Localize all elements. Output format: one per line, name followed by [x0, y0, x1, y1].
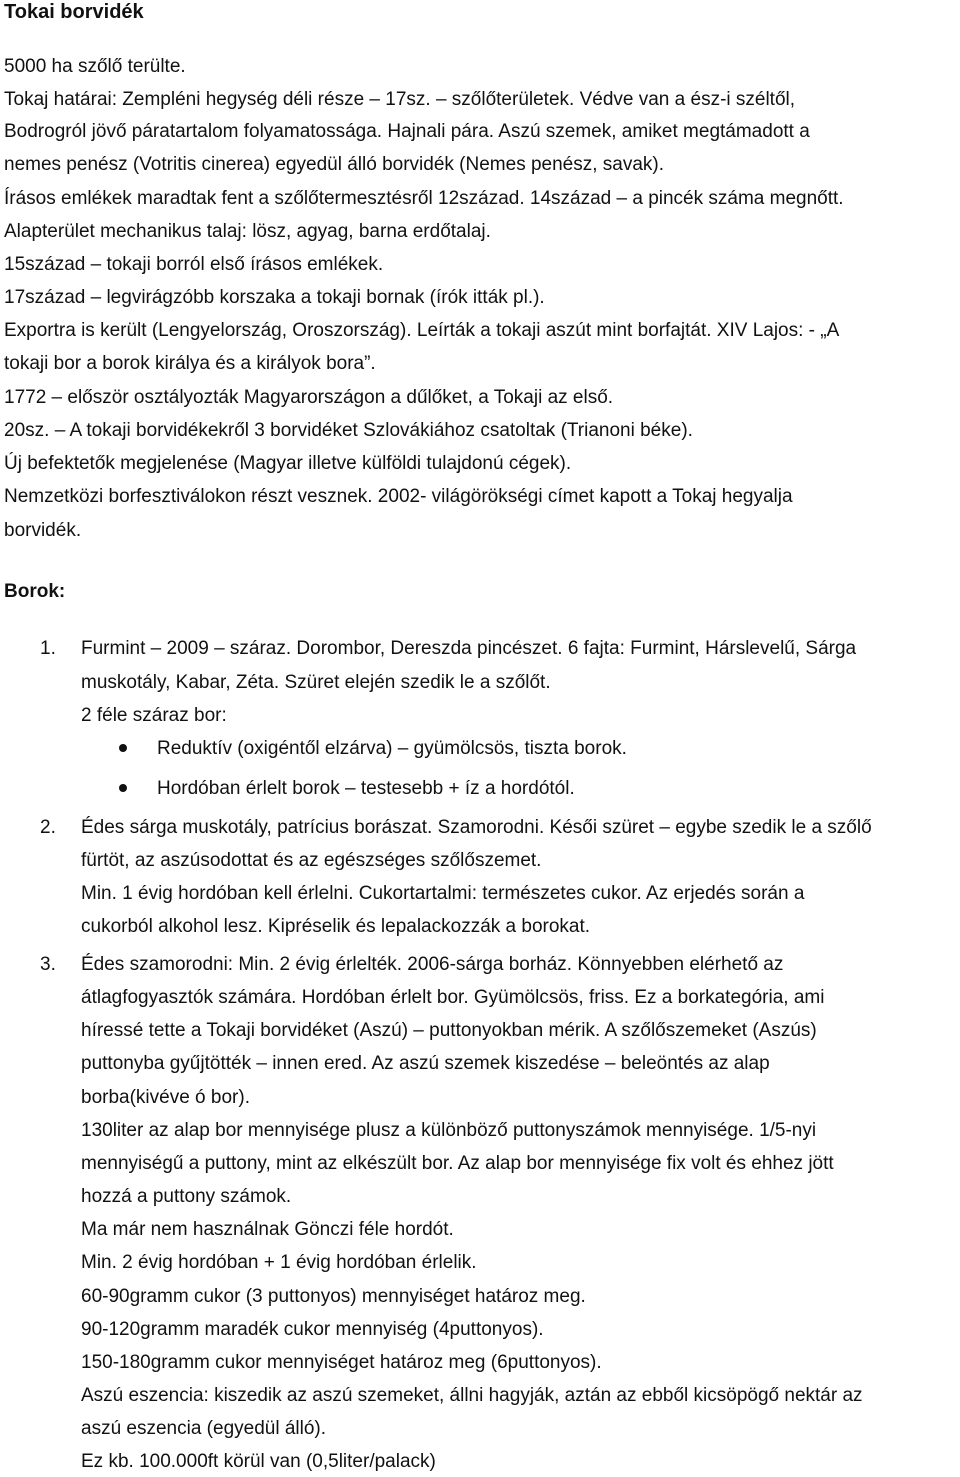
list-item-line: hozzá a puttony számok.	[81, 1186, 292, 1207]
list-item-line: 60-90gramm cukor (3 puttonyos) mennyiséget határoz meg.	[81, 1286, 586, 1307]
list-number: 2.	[40, 817, 56, 838]
intro-line: Bodrogról jövő páratartalom folyamatossága. Hajnali pára. Aszú szemek, amiket megtámadott a	[4, 121, 810, 142]
list-item-line: aszú eszencia (egyedül álló).	[81, 1418, 327, 1439]
list-item-line: 130liter az alap bor mennyisége plusz a különböző puttonyszámok mennyisége. 1/5-nyi	[81, 1120, 817, 1141]
list-number: 1.	[40, 638, 56, 659]
list-item-line: átlagfogyasztók számára. Hordóban érlelt bor. Gyümölcsös, friss. Ez a borkategória, ami	[81, 987, 825, 1008]
bullet-item: Reduktív (oxigéntől elzárva) – gyümölcsös, tiszta borok.	[157, 738, 627, 759]
list-item-line: puttonyba gyűjtötték – innen ered. Az aszú szemek kiszedése – beleöntés az alap	[81, 1053, 770, 1074]
intro-line: Nemzetközi borfesztiválokon részt vesznek. 2002- világörökségi címet kapott a Tokaj hegyalja	[4, 486, 793, 507]
intro-line: 20sz. – A tokaji borvidékekről 3 borvidéket Szlovákiához csatoltak (Trianoni béke).	[4, 420, 693, 441]
list-item-line: Min. 1 évig hordóban kell érlelni. Cukortartalmi: természetes cukor. Az erjedés során a	[81, 883, 805, 904]
intro-line: 17század – legvirágzóbb korszaka a tokaji bornak (írók itták pl.).	[4, 287, 545, 308]
list-item-line: Min. 2 évig hordóban + 1 évig hordóban érlelik.	[81, 1252, 477, 1273]
bullet-item: Hordóban érlelt borok – testesebb + íz a hordótól.	[157, 778, 575, 799]
intro-line: Exportra is került (Lengyelország, Oroszország). Leírták a tokaji aszút mint borfajtát. XIV Lajos: - „A	[4, 320, 840, 341]
list-item-line: híressé tette a Tokaji borvidéket (Aszú) – puttonyokban mérik. A szőlőszemeket (Aszús)	[81, 1020, 817, 1041]
list-item-line: Ma már nem használnak Gönczi féle hordót.	[81, 1219, 454, 1240]
list-item-line: Aszú eszencia: kiszedik az aszú szemeket, állni hagyják, aztán az ebből kicsöpögő nektár az	[81, 1385, 863, 1406]
list-item-line: Ez kb. 100.000ft körül van (0,5liter/palack)	[81, 1451, 436, 1472]
list-item-line: fürtöt, az aszúsodottat és az egészséges szőlőszemet.	[81, 850, 542, 871]
list-item-line: Édes sárga muskotály, patrícius borászat. Szamorodni. Késői szüret – egybe szedik le a szőlő	[81, 817, 872, 838]
list-item-line: mennyiségű a puttony, mint az elkészült bor. Az alap bor mennyisége fix volt és ehhez jött	[81, 1153, 834, 1174]
intro-line: 15század – tokaji borról első írásos emlékek.	[4, 254, 384, 275]
borok-heading: Borok:	[4, 581, 66, 602]
list-item-line: cukorból alkohol lesz. Kipréselik és lepalackozzák a borokat.	[81, 916, 591, 937]
intro-line: Írásos emlékek maradtak fent a szőlőtermesztésről 12század. 14század – a pincék száma megnőtt.	[4, 188, 844, 209]
intro-line: Tokaj határai: Zempléni hegység déli része – 17sz. – szőlőterületek. Védve van a ész-i széltől,	[4, 89, 796, 110]
intro-line: 1772 – először osztályozták Magyarországon a dűlőket, a Tokaji az első.	[4, 387, 614, 408]
list-item-line: muskotály, Kabar, Zéta. Szüret elején szedik le a szőlőt.	[81, 672, 551, 693]
intro-line: Alapterület mechanikus talaj: lösz, agyag, barna erdőtalaj.	[4, 221, 491, 242]
intro-line: borvidék.	[4, 520, 82, 541]
intro-line: Új befektetők megjelenése (Magyar illetve külföldi tulajdonú cégek).	[4, 453, 572, 474]
bullet-icon	[119, 744, 127, 752]
list-item-line: Furmint – 2009 – száraz. Dorombor, Dereszda pincészet. 6 fajta: Furmint, Hárslevelű, Sárga	[81, 638, 857, 659]
bullet-icon	[119, 784, 127, 792]
list-item-line: 150-180gramm cukor mennyiséget határoz meg (6puttonyos).	[81, 1352, 602, 1373]
list-item-line: 90-120gramm maradék cukor mennyiség (4puttonyos).	[81, 1319, 544, 1340]
document-title: Tokai borvidék	[4, 1, 144, 23]
intro-line: 5000 ha szőlő terülte.	[4, 56, 186, 77]
intro-line: tokaji bor a borok királya és a királyok bora”.	[4, 353, 376, 374]
intro-line: nemes penész (Votritis cinerea) egyedül álló borvidék (Nemes penész, savak).	[4, 154, 665, 175]
list-number: 3.	[40, 954, 56, 975]
list-item-line: borba(kivéve ó bor).	[81, 1087, 250, 1108]
list-item-line: 2 féle száraz bor:	[81, 705, 227, 726]
list-item-line: Édes szamorodni: Min. 2 évig érlelték. 2006-sárga borház. Könnyebben elérhető az	[81, 954, 784, 975]
